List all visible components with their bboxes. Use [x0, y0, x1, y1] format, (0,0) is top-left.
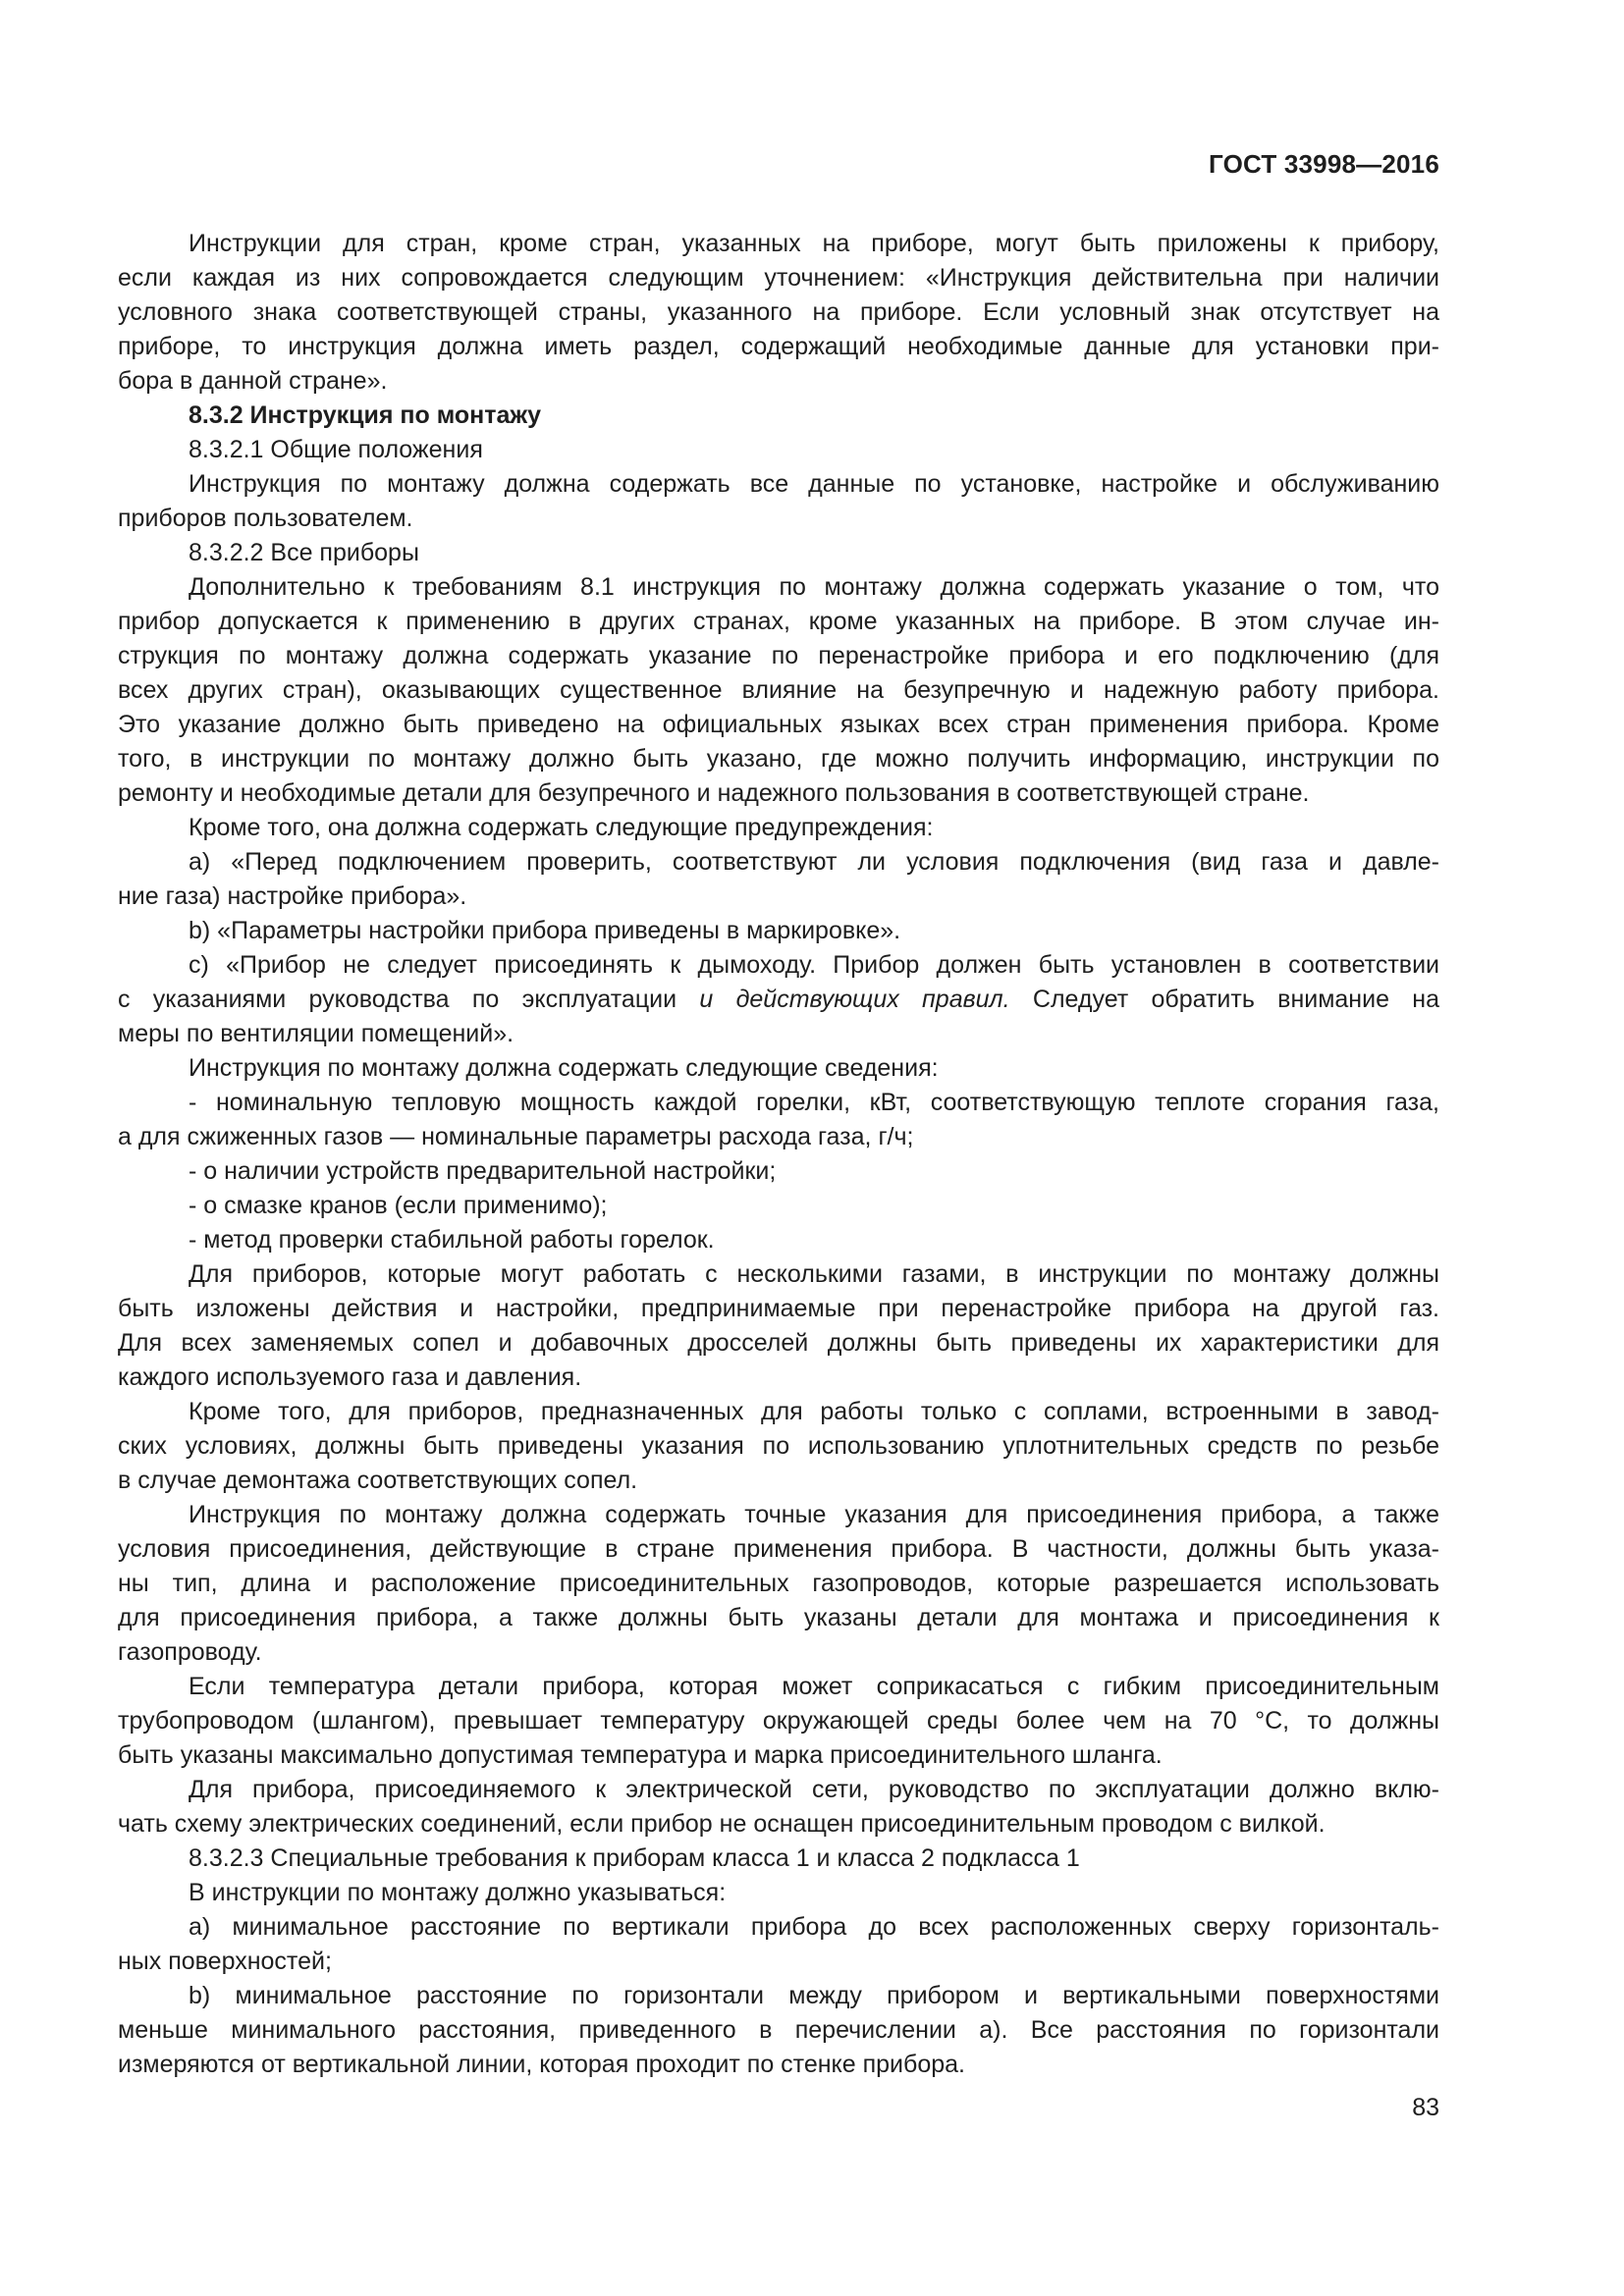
text-line: меньше минимального расстояния, приведенного в перечислении a). Все расстояния по горизонтали — [118, 2016, 1439, 2044]
text-line: каждого используемого газа и давления. — [118, 1363, 582, 1391]
text-line: a) «Перед подключением проверить, соответствуют ли условия подключения (вид газа и давле- — [189, 848, 1439, 876]
text-line: ние газа) настройке прибора». — [118, 882, 467, 910]
text-line: того, в инструкции по монтажу должно быть указано, где можно получить информацию, инструкции по — [118, 745, 1439, 773]
text-segment: Следует обратить внимание на — [1009, 986, 1439, 1013]
text-line: Это указание должно быть приведено на официальных языках всех стран применения прибора. Кроме — [118, 711, 1439, 738]
text-line: Инструкция по монтажу должна содержать точные указания для присоединения прибора, а также — [189, 1501, 1439, 1528]
text-line: ных поверхностей; — [118, 1948, 332, 1975]
text-line: приборе, то инструкция должна иметь раздел, содержащий необходимые данные для установки при- — [118, 333, 1439, 360]
text-segment: с указаниями руководства по эксплуатации — [118, 986, 700, 1013]
body-text — [118, 227, 1439, 2082]
text-line: газопроводу. — [118, 1638, 262, 1666]
text-line: - о смазке кранов (если применимо); — [189, 1192, 608, 1219]
text-line: Инструкция по монтажу должна содержать все данные по установке, настройке и обслуживанию — [189, 470, 1439, 498]
text-line: Если температура детали прибора, которая может соприкасаться с гибким присоединительным — [189, 1673, 1439, 1700]
text-line: всех других стран), оказывающих существенное влияние на безупречную и надежную работу прибора. — [118, 676, 1439, 704]
text-line: - метод проверки стабильной работы горелок. — [189, 1226, 715, 1254]
text-line: - о наличии устройств предварительной настройки; — [189, 1157, 777, 1185]
text-line: приборов пользователем. — [118, 505, 413, 532]
text-line: прибор допускается к применению в других странах, кроме указанных на приборе. В этом случае ин- — [118, 608, 1439, 635]
page-number: 83 — [1412, 2094, 1439, 2121]
text-line: Дополнительно к требованиям 8.1 инструкция по монтажу должна содержать указание о том, что — [189, 573, 1439, 601]
text-line: 8.3.2.3 Специальные требования к приборам класса 1 и класса 2 подкласса 1 — [189, 1844, 1080, 1872]
text-line: b) минимальное расстояние по горизонтали между прибором и вертикальными поверхностями — [189, 1982, 1439, 2009]
text-line: Для приборов, которые могут работать с несколькими газами, в инструкции по монтажу должны — [189, 1260, 1439, 1288]
text-line: в случае демонтажа соответствующих сопел. — [118, 1467, 638, 1494]
italic-text: и действующих правил. — [699, 986, 1010, 1013]
text-line: ских условиях, должны быть приведены указания по использованию уплотнительных средств по резьбе — [118, 1432, 1439, 1460]
text-line: Кроме того, она должна содержать следующие предупреждения: — [189, 814, 934, 841]
text-line: чать схему электрических соединений, если прибор не оснащен присоединительным проводом с вилкой. — [118, 1810, 1326, 1838]
text-line: Кроме того, для приборов, предназначенных для работы только с соплами, встроенными в завод- — [189, 1398, 1439, 1425]
text-line: струкция по монтажу должна содержать указание по перенастройке прибора и его подключению (для — [118, 642, 1439, 669]
text-line: Инструкция по монтажу должна содержать следующие сведения: — [189, 1054, 939, 1082]
text-line: Для прибора, присоединяемого к электрической сети, руководство по эксплуатации должно вклю- — [189, 1776, 1439, 1803]
text-line: c) «Прибор не следует присоединять к дымоходу. Прибор должен быть установлен в соответствии — [189, 951, 1439, 979]
text-line: - номинальную тепловую мощность каждой горелки, кВт, соответствующую теплоте сгорания газа, — [189, 1089, 1439, 1116]
text-line: трубопроводом (шлангом), превышает температуру окружающей среды более чем на 70 °С, то должны — [118, 1707, 1439, 1735]
text-line: В инструкции по монтажу должно указываться: — [189, 1879, 727, 1906]
text-line: а для сжиженных газов — номинальные параметры расхода газа, г/ч; — [118, 1123, 914, 1150]
text-line: если каждая из них сопровождается следующим уточнением: «Инструкция действительна при наличии — [118, 264, 1439, 292]
text-line — [118, 983, 1439, 1017]
text-line: условного знака соответствующей страны, указанного на приборе. Если условный знак отсутствует на — [118, 298, 1439, 326]
text-line: b) «Параметры настройки прибора приведены в маркировке». — [189, 917, 901, 944]
text-line: 8.3.2.1 Общие положения — [189, 436, 483, 463]
text-line: условия присоединения, действующие в стране применения прибора. В частности, должны быть указа- — [118, 1535, 1439, 1563]
text-line: быть изложены действия и настройки, предпринимаемые при перенастройке прибора на другой газ. — [118, 1295, 1439, 1322]
text-line: ны тип, длина и расположение присоединительных газопроводов, которые разрешается использовать — [118, 1570, 1439, 1597]
section-heading: 8.3.2 Инструкция по монтажу — [189, 401, 542, 429]
text-line: 8.3.2.2 Все приборы — [189, 539, 419, 566]
text-line: измеряются от вертикальной линии, которая проходит по стенке прибора. — [118, 2051, 966, 2078]
text-line: быть указаны максимально допустимая температура и марка присоединительного шланга. — [118, 1741, 1163, 1769]
text-line: Инструкции для стран, кроме стран, указанных на приборе, могут быть приложены к прибору, — [189, 230, 1439, 257]
text-line: ремонту и необходимые детали для безупречного и надежного пользования в соответствующей стране. — [118, 779, 1310, 807]
text-line: a) минимальное расстояние по вертикали прибора до всех расположенных сверху горизонталь- — [189, 1913, 1439, 1941]
text-line: для присоединения прибора, а также должны быть указаны детали для монтажа и присоединения к — [118, 1604, 1439, 1631]
document-code-header: ГОСТ 33998—2016 — [1209, 149, 1439, 179]
text-line: меры по вентиляции помещений». — [118, 1020, 514, 1047]
text-line: бора в данной стране». — [118, 367, 388, 395]
text-line: Для всех заменяемых сопел и добавочных дросселей должны быть приведены их характеристики для — [118, 1329, 1439, 1357]
